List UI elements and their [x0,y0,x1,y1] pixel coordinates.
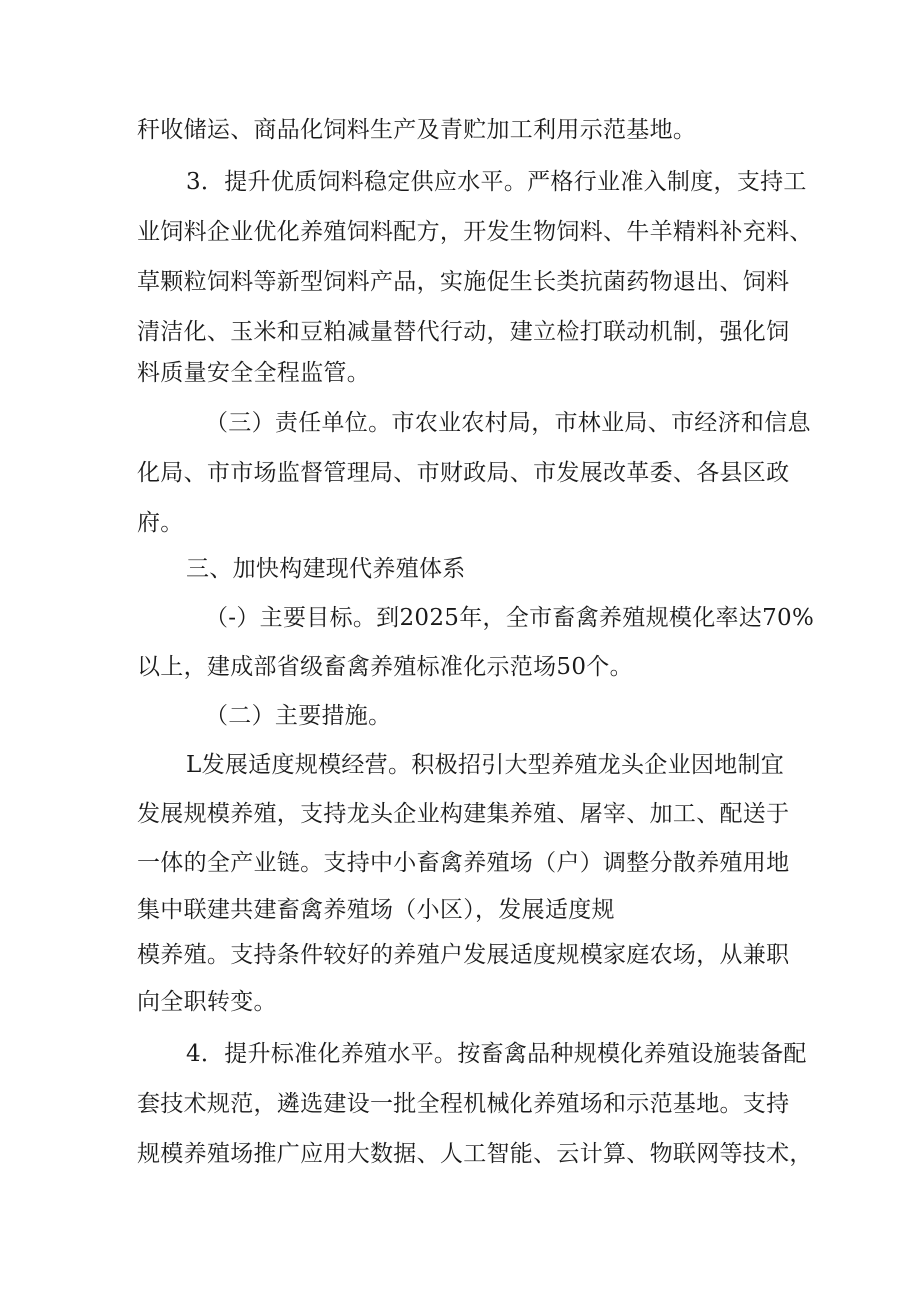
text-line: 3．提升优质饲料稳定供应水平。严格行业准入制度，支持工 [186,169,807,195]
text-line: 料质量安全全程监管。 [137,360,370,386]
text-line: 秆收储运、商品化饲料生产及青贮加工利用示范基地。 [137,117,697,143]
text-line: （-）主要目标。到2025年，全市畜禽养殖规模化率达70% [205,605,815,631]
text-line: 一体的全产业链。支持中小畜禽养殖场（户）调整分散养殖用地 [137,850,790,876]
text-line: 发展规模养殖，支持龙头企业构建集养殖、屠宰、加工、配送于 [137,801,790,827]
text-line: 业饲料企业优化养殖饲料配方，开发生物饲料、牛羊精料补充料、 [137,219,813,245]
text-line: 府。 [137,510,184,536]
text-line: 规模养殖场推广应用大数据、人工智能、云计算、物联网等技术， [137,1141,813,1167]
text-line: 清洁化、玉米和豆粕减量替代行动，建立检打联动机制，强化饲 [137,319,790,345]
text-line: 化局、市市场监督管理局、市财政局、市发展改革委、各县区政 [137,460,790,486]
text-line: （二）主要措施。 [205,703,392,729]
text-line: （三）责任单位。市农业农村局，市林业局、市经济和信息 [205,410,811,436]
text-line: 向全职转变。 [137,989,277,1015]
section-heading: 三、加快构建现代养殖体系 [186,556,466,582]
text-line: 以上，建成部省级畜禽养殖标准化示范场50个。 [137,654,633,680]
text-line: 4．提升标准化养殖水平。按畜禽品种规模化养殖设施装备配 [186,1041,807,1067]
text-line: 套技术规范，遴选建设一批全程机械化养殖场和示范基地。支持 [137,1091,790,1117]
text-line: 模养殖。支持条件较好的养殖户发展适度规模家庭农场，从兼职 [137,942,790,968]
text-line: 草颗粒饲料等新型饲料产品，实施促生长类抗菌药物退出、饲料 [137,269,790,295]
text-line: L发展适度规模经营。积极招引大型养殖龙头企业因地制宜 [186,752,785,778]
text-line: 集中联建共建畜禽养殖场（小区），发展适度规 [137,897,615,923]
